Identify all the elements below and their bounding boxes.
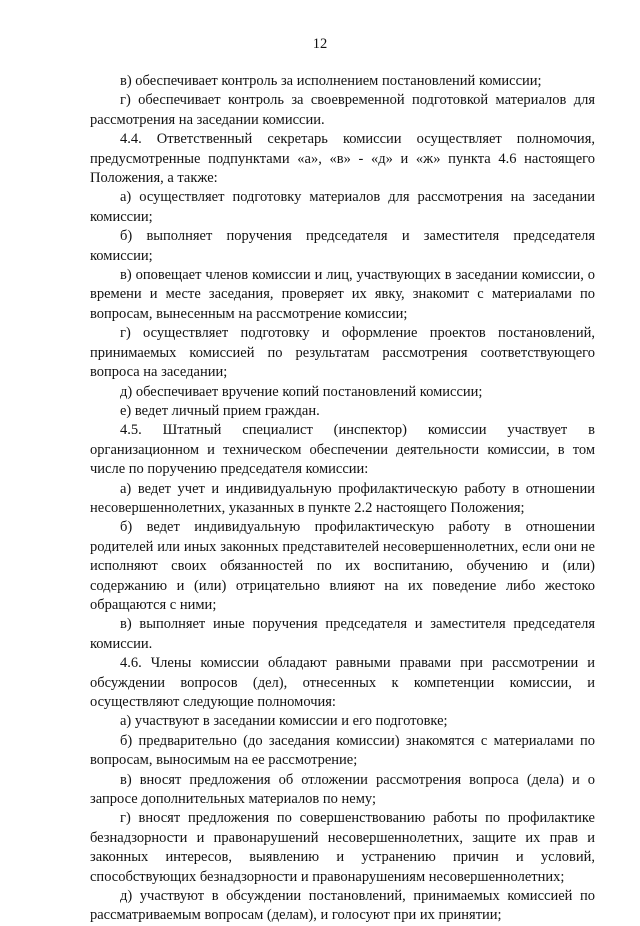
- paragraph: а) участвуют в заседании комиссии и его подготовке;: [120, 713, 448, 730]
- paragraph: а) ведет учет и индивидуальную профилактическую работу в отношении несовершеннолетних, указанных в пункте 2.2 настоящего Положения;: [90, 480, 595, 516]
- paragraph: 4.4. Ответственный секретарь комиссии осуществляет полномочия, предусмотренные подпунктами «а», «в» - «д» и «ж» пункта 4.6 настоящего Положения, а также:: [90, 131, 595, 187]
- paragraph: в) выполняет иные поручения председателя и заместителя председателя комиссии.: [90, 616, 595, 652]
- paragraph: д) обеспечивает вручение копий постановлений комиссии;: [120, 383, 483, 400]
- paragraph: в) обеспечивает контроль за исполнением постановлений комиссии;: [120, 73, 542, 89]
- paragraph: б) выполняет поручения председателя и заместителя председателя комиссии;: [90, 228, 595, 264]
- paragraph: е) ведет личный прием граждан.: [120, 402, 320, 419]
- paragraph: а) осуществляет подготовку материалов для рассмотрения на заседании комиссии;: [90, 189, 595, 225]
- paragraph: 4.5. Штатный специалист (инспектор) комиссии участвует в организационном и техническом обеспечении деятельности комиссии, в том числе по поручению председателя комиссии:: [90, 422, 595, 478]
- paragraph: г) осуществляет подготовку и оформление проектов постановлений, принимаемых комиссией по результатам рассмотрения соответствующего вопроса на заседании;: [90, 325, 595, 381]
- paragraph: г) обеспечивает контроль за своевременной подготовкой материалов для рассмотрения на заседании комиссии.: [90, 92, 595, 128]
- paragraph: в) вносят предложения об отложении рассмотрения вопроса (дела) и о запросе дополнительных материалов по нему;: [90, 771, 595, 808]
- paragraph: б) предварительно (до заседания комиссии) знакомятся с материалами по вопросам, выносимым на ее рассмотрение;: [90, 732, 595, 769]
- page-number: 12: [312, 36, 328, 52]
- document-body: [90, 72, 595, 926]
- paragraph: 4.6. Члены комиссии обладают равными правами при рассмотрении и обсуждении вопросов (дел), отнесенных к компетенции комиссии, и осуществляют следующие полномочия:: [90, 655, 595, 710]
- paragraph: в) оповещает членов комиссии и лиц, участвующих в заседании комиссии, о времени и месте заседания, проверяет их явку, знакомит с материалами по вопросам, вынесенным на рассмотрение комиссии;: [90, 267, 595, 322]
- paragraph: б) ведет индивидуальную профилактическую работу в отношении родителей или иных законных представителей несовершеннолетних, если они не исполняют своих обязанностей по их воспитанию, обучению и (или) содержанию и (или) отрицательно влияют на их поведение либо жестоко обращаются с ними;: [90, 519, 595, 613]
- paragraph: г) вносят предложения по совершенствованию работы по профилактике безнадзорности и правонарушений несовершеннолетних, защите их прав и законных интересов, выявлению и устранению причин и условий, способствующих безнадзорности и правонарушениям несовершеннолетних;: [90, 810, 595, 885]
- paragraph: д) участвуют в обсуждении постановлений, принимаемых комиссией по рассматриваемым вопросам (делам), и голосуют при их принятии;: [90, 888, 595, 924]
